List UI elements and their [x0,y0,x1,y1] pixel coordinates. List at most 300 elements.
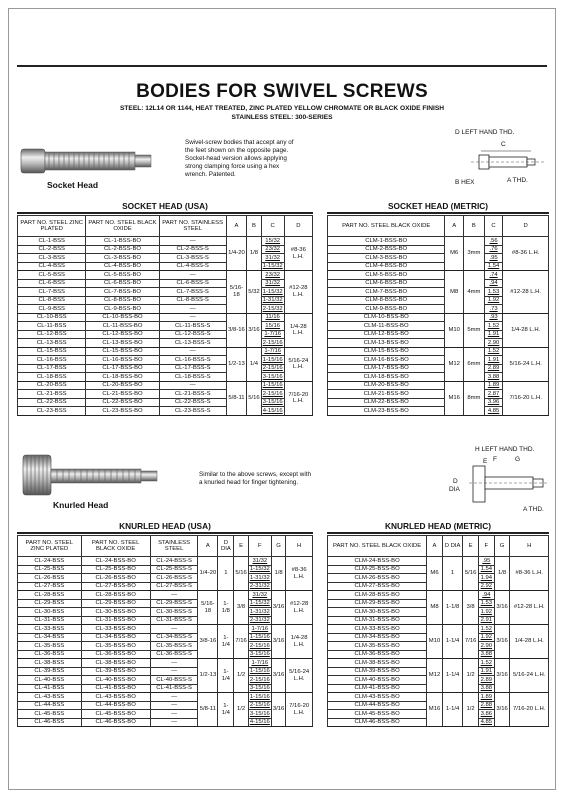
part-no-black-oxide: CL-29-BSS-BO [81,599,150,608]
part-no-zinc: CL-40-BSS [18,676,82,685]
thread-h: #12-28 L.H. [510,591,549,625]
knurled-usa-table [17,535,313,727]
dim-e: 7/16 [463,625,479,659]
thread-a: 5/16-18 [198,591,218,625]
dim-e: 1/2 [463,659,479,693]
part-no-zinc: CL-25-BSS [18,565,82,574]
part-no-black-oxide: CL-3-BSS-BO [86,254,159,263]
part-no-black-oxide: CLM-13-BSS-BO [328,339,445,348]
dia-d: 1-1/4 [442,625,462,659]
length-c: 3.96 [484,398,503,407]
part-no-black-oxide: CLM-9-BSS-BO [328,305,445,314]
part-no-stainless: CL-40-BSS-S [150,676,198,685]
part-no-black-oxide: CL-4-BSS-BO [86,262,159,271]
dim-g: 3/16 [494,693,510,727]
part-no-zinc: CL-16-BSS [18,356,86,365]
part-no-black-oxide: CLM-39-BSS-BO [328,667,427,676]
column-header: E [234,536,248,557]
part-no-black-oxide: CL-5-BSS-BO [86,271,159,280]
table-row [18,582,313,591]
column-header: H [286,536,313,557]
knurled-diagram [445,446,553,516]
table-row [18,305,313,314]
length-c: .76 [484,245,503,254]
length-c: 1.91 [484,356,503,365]
part-no-zinc: CL-8-BSS [18,296,86,305]
part-no-stainless: CL-23-BSS-S [159,407,226,416]
length-f: 3-15/16 [249,685,270,691]
table-row [18,262,313,271]
part-no-black-oxide: CLM-2-BSS-BO [328,245,445,254]
part-no-black-oxide: CLM-27-BSS-BO [328,582,427,591]
part-no-black-oxide: CL-6-BSS-BO [86,279,159,288]
length-f: 3-15/16 [249,651,270,657]
part-no-black-oxide: CLM-12-BSS-BO [328,330,445,339]
length-c: 1.91 [484,330,503,339]
column-header: PART NO. STEEL BLACK OXIDE [86,216,159,237]
part-no-zinc: CL-23-BSS [18,407,86,416]
table-row [18,398,313,407]
dia-d: 1-1/8 [218,591,234,625]
part-no-black-oxide: CLM-25-BSS-BO [328,565,427,574]
part-no-stainless: CL-11-BSS-S [159,322,226,331]
column-header: H [510,536,549,557]
part-no-black-oxide: CL-7-BSS-BO [86,288,159,297]
table-row [18,296,313,305]
table-row [328,381,549,390]
socket-head-caption: Socket Head [47,180,99,190]
part-no-black-oxide: CL-21-BSS-BO [86,390,159,399]
part-no-black-oxide: CLM-3-BSS-BO [328,254,445,263]
header-row [328,216,549,237]
thread-a: 5/8-11 [198,693,218,727]
table-row [328,693,549,702]
thread-a: M6 [427,557,443,591]
length-c: 2.89 [484,364,503,373]
part-no-black-oxide: CLM-33-BSS-BO [328,625,427,634]
part-no-zinc: CL-44-BSS [18,701,82,710]
length-f: 1-7/16 [248,625,271,634]
part-no-black-oxide: CL-34-BSS-BO [81,633,150,642]
page-title: BODIES FOR SWIVEL SCREWS [136,81,428,102]
length-f: 2.89 [478,676,494,685]
table-row [18,659,313,668]
part-no-zinc: CL-7-BSS [18,288,86,297]
table-row [18,390,313,399]
length-f: 2-31/32 [249,617,270,623]
part-no-stainless: — [150,701,198,710]
dia-d: 1-1/4 [218,693,234,727]
length-f: 4.85 [478,718,494,727]
length-c: 1.52 [484,347,503,356]
part-no-zinc: CL-24-BSS [18,557,82,566]
part-no-zinc: CL-10-BSS [18,313,86,322]
thread-h: #12-28 L.H. [286,591,313,625]
part-no-stainless: CL-34-BSS-S [150,633,198,642]
part-no-black-oxide: CLM-24-BSS-BO [328,557,427,566]
part-no-black-oxide: CL-40-BSS-BO [81,676,150,685]
dim-g: 1/8 [271,557,285,591]
knurled-usa-title: KNURLED HEAD (USA) [119,521,211,531]
thread-d: #12-28 L.H. [284,271,312,314]
length-c: 2.90 [484,339,503,348]
table-row [18,574,313,583]
dim-g: 3/16 [494,625,510,659]
part-no-black-oxide: CL-10-BSS-BO [86,313,159,322]
part-no-black-oxide: CLM-46-BSS-BO [328,718,427,727]
column-header: C [261,216,284,237]
thread-d: 7/16-20 L.H. [503,381,549,415]
dia-d: 1 [218,557,234,591]
length-f: .95 [478,557,494,566]
part-no-black-oxide: CLM-11-BSS-BO [328,322,445,331]
column-header: D DIA [218,536,234,557]
table-row [18,322,313,331]
diagram-label-h-thread: H LEFT HAND THD. [475,446,535,453]
length-f: 2.92 [478,582,494,591]
part-no-stainless: CL-30-BSS-S [150,608,198,617]
part-no-black-oxide: CL-24-BSS-BO [81,557,150,566]
part-no-black-oxide: CLM-31-BSS-BO [328,616,427,625]
length-c: 11/16 [261,313,284,322]
part-no-black-oxide: CLM-35-BSS-BO [328,642,427,651]
part-no-black-oxide: CL-16-BSS-BO [86,356,159,365]
part-no-stainless: CL-13-BSS-S [159,339,226,348]
thread-h: 5/16-24 L.H. [286,659,313,693]
diagram-label-a-thread: A THD. [507,177,528,184]
part-no-black-oxide: CL-22-BSS-BO [86,398,159,407]
part-no-black-oxide: CL-45-BSS-BO [81,710,150,719]
table-row [18,373,313,382]
part-no-black-oxide: CLM-26-BSS-BO [328,574,427,583]
part-no-stainless: CL-25-BSS-S [150,565,198,574]
column-header: PART NO. STEEL BLACK OXIDE [328,536,427,557]
dia-d: 1-1/4 [218,659,234,693]
table-row [328,659,549,668]
column-header: G [271,536,285,557]
table-row [18,633,313,642]
diagram-label-dia: DIA [449,486,460,493]
part-no-black-oxide: CLM-29-BSS-BO [328,599,427,608]
part-no-black-oxide: CL-35-BSS-BO [81,642,150,651]
part-no-zinc: CL-11-BSS [18,322,86,331]
part-no-stainless: CL-21-BSS-S [159,390,226,399]
part-no-black-oxide: CL-43-BSS-BO [81,693,150,702]
length-f: 1.94 [478,574,494,583]
length-f: 2-15/16 [249,676,270,683]
part-no-stainless: — [150,710,198,719]
part-no-zinc: CL-41-BSS [18,684,82,693]
table-row [18,608,313,617]
column-header: E [463,536,479,557]
table-row [18,245,313,254]
part-no-stainless: CL-31-BSS-S [150,616,198,625]
part-no-stainless: CL-35-BSS-S [150,642,198,651]
part-no-black-oxide: CL-17-BSS-BO [86,364,159,373]
thread-d: 5/16-24 L.H. [284,347,312,381]
part-no-zinc: CL-36-BSS [18,650,82,659]
part-no-black-oxide: CL-1-BSS-BO [86,237,159,246]
part-no-black-oxide: CL-13-BSS-BO [86,339,159,348]
part-no-black-oxide: CL-31-BSS-BO [81,616,150,625]
column-header: A [226,216,247,237]
thread-d: #8-36 L.H. [503,237,549,271]
thread-a: 1/4-20 [226,237,247,271]
diagram-label-a-thread: A THD. [523,506,544,513]
table-row [328,625,549,634]
part-no-stainless: — [159,381,226,390]
thread-a: M8 [445,271,464,314]
dim-g: 3/16 [271,591,285,625]
length-c: 1-15/32 [262,288,283,295]
length-f: 1-31/32 [249,574,270,581]
length-f: 2.88 [478,701,494,710]
column-header: STAINLESS STEEL [150,536,198,557]
part-no-black-oxide: CL-12-BSS-BO [86,330,159,339]
diagram-label-b-hex: B HEX [455,179,475,186]
column-header: PART NO. STEEL BLACK OXIDE [81,536,150,557]
part-no-black-oxide: CLM-41-BSS-BO [328,684,427,693]
part-no-zinc: CL-4-BSS [18,262,86,271]
dia-d: 1 [442,557,462,591]
part-no-stainless: CL-27-BSS-S [150,582,198,591]
part-no-stainless: CL-29-BSS-S [150,599,198,608]
dim-e: 5/16 [463,557,479,591]
column-header: D [503,216,549,237]
socket-head-description: Swivel-screw bodies that accept any of the feet shown on the opposite page. Socket-head version allows applying strong clamping force using a hex wrench. Patented. [185,139,294,178]
part-no-black-oxide: CLM-36-BSS-BO [328,650,427,659]
dia-d: 1-1/4 [218,625,234,659]
part-no-zinc: CL-22-BSS [18,398,86,407]
length-c: 1-15/16 [262,356,283,363]
part-no-stainless: — [150,667,198,676]
length-c: .56 [484,237,503,246]
part-no-black-oxide: CL-9-BSS-BO [86,305,159,314]
table-row [18,279,313,288]
part-no-stainless: CL-4-BSS-S [159,262,226,271]
part-no-stainless: CL-7-BSS-S [159,288,226,297]
part-no-black-oxide: CLM-45-BSS-BO [328,710,427,719]
length-c: 1.53 [484,288,503,297]
length-c: 15/16 [261,322,284,331]
length-c: .73 [484,305,503,314]
table-row [328,557,549,566]
socket-metric-title: SOCKET HEAD (METRIC) [387,201,489,211]
table-row [328,313,549,322]
length-c: 1-31/32 [262,297,283,303]
part-no-zinc: CL-20-BSS [18,381,86,390]
length-c: 1.92 [484,296,503,305]
length-c: .93 [484,313,503,322]
part-no-black-oxide: CLM-8-BSS-BO [328,296,445,305]
thread-a: M12 [445,347,464,381]
part-no-stainless: CL-8-BSS-S [159,296,226,305]
thread-h: #8-36 L.H. [510,557,549,591]
length-c: 31/32 [261,254,284,263]
thread-h: 7/16-20 L.H. [510,693,549,727]
hex-b: 3mm [464,237,485,271]
column-header: B [247,216,261,237]
table-row [18,237,313,246]
part-no-black-oxide: CLM-1-BSS-BO [328,237,445,246]
part-no-stainless: — [150,693,198,702]
part-no-stainless: CL-24-BSS-S [150,557,198,566]
part-no-black-oxide: CLM-7-BSS-BO [328,288,445,297]
part-no-black-oxide: CL-30-BSS-BO [81,608,150,617]
part-no-zinc: CL-6-BSS [18,279,86,288]
thread-d: 1/4-28 L.H. [503,313,549,347]
part-no-black-oxide: CLM-44-BSS-BO [328,701,427,710]
part-no-black-oxide: CL-27-BSS-BO [81,582,150,591]
part-no-zinc: CL-9-BSS [18,305,86,314]
knurled-head-screw-image [17,453,167,497]
diagram-label-d-thread: D LEFT HAND THD. [455,129,515,136]
part-no-black-oxide: CLM-6-BSS-BO [328,279,445,288]
length-c: 23/32 [261,245,284,254]
column-header: B [464,216,485,237]
part-no-black-oxide: CL-23-BSS-BO [86,407,159,416]
thread-a: 5/8-11 [226,381,247,415]
length-c: 1-15/32 [262,263,283,269]
length-c: 4.85 [484,407,503,416]
thread-a: M16 [445,381,464,415]
table-row [18,364,313,373]
hex-b: 3/16 [247,313,261,347]
dim-e: 3/8 [463,591,479,625]
part-no-stainless: — [159,305,226,314]
knurled-head-description: Similar to the above screws, except with a knurled head for finger tightening. [199,471,311,486]
length-f: 1.89 [478,693,494,702]
part-no-black-oxide: CL-33-BSS-BO [81,625,150,634]
length-c: 1-15/16 [262,382,283,388]
dia-d: 1-1/4 [442,659,462,693]
length-f: 1-15/32 [249,600,270,606]
length-f: 1-7/16 [248,659,271,668]
part-no-black-oxide: CLM-20-BSS-BO [328,381,445,390]
part-no-black-oxide: CLM-40-BSS-BO [328,676,427,685]
part-no-black-oxide: CLM-38-BSS-BO [328,659,427,668]
table-row [18,650,313,659]
part-no-stainless: CL-12-BSS-S [159,330,226,339]
length-c: 3-15/16 [262,399,283,405]
column-header: F [248,536,271,557]
thread-a: M8 [427,591,443,625]
part-no-stainless: CL-41-BSS-S [150,684,198,693]
hex-b: 5mm [464,313,485,347]
socket-diagram [449,129,553,191]
table-row [18,616,313,625]
thread-a: 1/2-13 [226,347,247,381]
part-no-stainless: — [159,237,226,246]
part-no-black-oxide: CLM-17-BSS-BO [328,364,445,373]
knurled-metric-title: KNURLED HEAD (METRIC) [384,521,491,531]
column-header: D DIA [442,536,462,557]
knurled-diagram-drawing [469,464,551,504]
length-f: 3.88 [478,650,494,659]
part-no-black-oxide: CL-20-BSS-BO [86,381,159,390]
table-row [18,313,313,322]
thread-a: M10 [427,625,443,659]
thread-h: #8-36 L.H. [286,557,313,591]
column-header: A [198,536,218,557]
part-no-zinc: CL-3-BSS [18,254,86,263]
part-no-stainless: — [159,313,226,322]
part-no-zinc: CL-38-BSS [18,659,82,668]
length-c: 2-15/32 [262,305,283,312]
part-no-zinc: CL-17-BSS [18,364,86,373]
length-c: 31/32 [261,279,284,288]
table-row [18,330,313,339]
part-no-black-oxide: CL-8-BSS-BO [86,296,159,305]
header-row [18,536,313,557]
part-no-black-oxide: CLM-10-BSS-BO [328,313,445,322]
part-no-black-oxide: CLM-21-BSS-BO [328,390,445,399]
length-c: 1.54 [484,262,503,271]
part-no-zinc: CL-29-BSS [18,599,82,608]
thread-a: M6 [445,237,464,271]
thread-d: 7/16-20 L.H. [284,381,312,415]
thread-d: 1/4-28 L.H. [284,313,312,347]
table-row [328,271,549,280]
part-no-zinc: CL-31-BSS [18,616,82,625]
length-c: 1-7/16 [261,347,284,356]
part-no-black-oxide: CLM-16-BSS-BO [328,356,445,365]
part-no-black-oxide: CL-44-BSS-BO [81,701,150,710]
part-no-stainless: CL-17-BSS-S [159,364,226,373]
dim-e: 1/2 [234,659,248,693]
hex-b: 4mm [464,271,485,314]
part-no-stainless: — [150,625,198,634]
dim-e: 1/2 [234,693,248,727]
part-no-zinc: CL-2-BSS [18,245,86,254]
thread-d: #8-36 L.H. [284,237,312,271]
length-f: 1.52 [478,625,494,634]
table-row [18,710,313,719]
thread-a: 5/16-18 [226,271,247,314]
part-no-zinc: CL-34-BSS [18,633,82,642]
part-no-black-oxide: CLM-34-BSS-BO [328,633,427,642]
thread-d: #12-28 L.H. [503,271,549,314]
length-f: 3.86 [478,710,494,719]
hex-b: 5/32 [247,271,261,314]
part-no-zinc: CL-33-BSS [18,625,82,634]
dia-d: 1-1/4 [442,693,462,727]
column-header: F [478,536,494,557]
part-no-stainless: CL-3-BSS-S [159,254,226,263]
length-f: 1.92 [478,633,494,642]
column-header: PART NO. STEEL ZINC PLATED [18,536,82,557]
part-no-black-oxide: CL-28-BSS-BO [81,591,150,600]
part-no-zinc: CL-1-BSS [18,237,86,246]
part-no-black-oxide: CL-18-BSS-BO [86,373,159,382]
part-no-black-oxide: CLM-15-BSS-BO [328,347,445,356]
part-no-zinc: CL-39-BSS [18,667,82,676]
table-row [18,339,313,348]
dim-e: 3/8 [234,591,248,625]
thread-a: 3/8-16 [226,313,247,347]
length-c: 1-7/16 [261,330,284,339]
length-f: 3-15/16 [249,710,270,717]
length-f: 1-15/16 [249,668,270,674]
catalog-page [8,8,556,790]
table-row [18,381,313,390]
length-f: 1-15/32 [249,566,270,572]
table-row [18,642,313,651]
length-f: 3.88 [478,684,494,693]
socket-head-screw-image [17,143,157,179]
length-c: 15/32 [261,237,284,246]
length-f: 31/32 [248,591,271,600]
